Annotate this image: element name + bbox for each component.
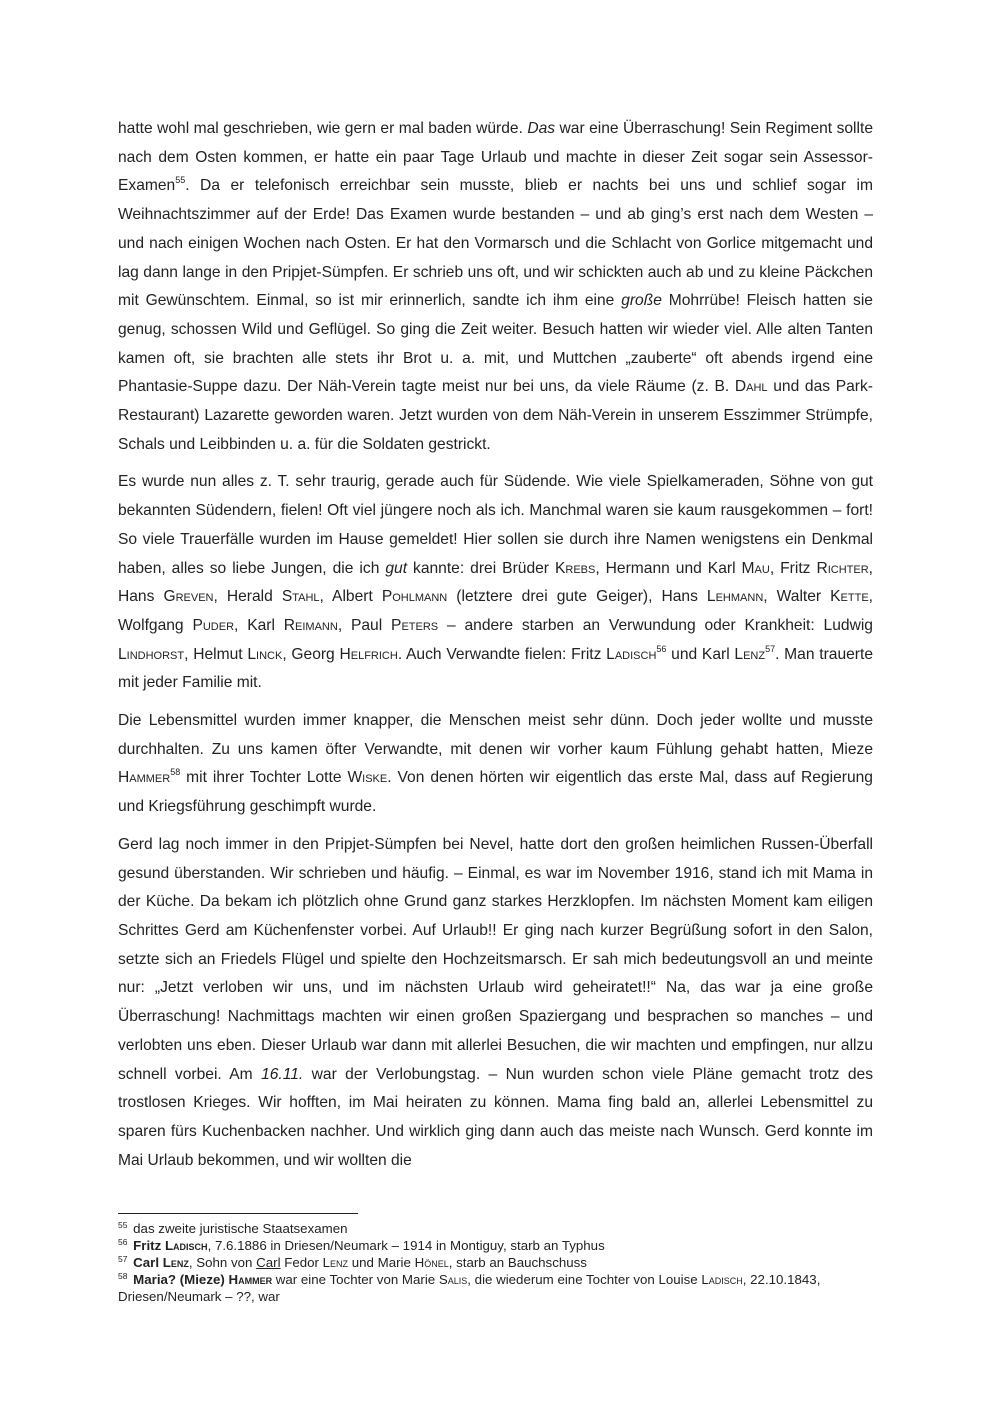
text-run: war eine Tochter von Marie [272, 1272, 439, 1287]
small-caps-name: Lenz [322, 1255, 349, 1270]
text-run: das zweite juristische Staatsexamen [129, 1221, 348, 1236]
bold-small-caps-name: Ladisch [164, 1238, 208, 1253]
text-run: . Von denen hörten wir eigentlich das erste Mal, dass auf Regierung und Kriegsführung geschimpft wurde. [118, 769, 873, 816]
text-run: , starb an Bauchschuss [448, 1255, 587, 1270]
footnote-marker: 55 [175, 175, 186, 186]
text-run: , Karl [234, 616, 284, 634]
text-run: , Fritz [769, 559, 817, 577]
small-caps-name: Lenz [734, 645, 766, 663]
text-run: , Walter [763, 588, 831, 606]
text-run: war der Verlobungstag. – Nun wurden schon viele Pläne gemacht trotz des trostlosen Krieges. Wir hofften, im Mai heiraten zu können. Mama fing bald an, allerlei Lebensmittel zu sparen fürs Kuchenbacken nachher. Und wirklich ging dann auch das meiste nach Wunsch. Gerd konnte im Mai Urlaub bekommen, und wir wollten die [118, 1065, 873, 1169]
text-run: Mohrrübe! Fleisch hatten sie genug, schossen Wild und Geflügel. So ging die Zeit weiter. Besuch hatten wir wieder viel. Alle alten Tanten kamen oft, sie brachten alle stets ihr Brot u. a. mit, und Muttchen „zauberte“ oft abends irgend eine Phantasie-Suppe dazu. Der Näh-Verein tagte meist nur bei uns, da viele Räume (z. B. [118, 292, 873, 396]
text-run: hatte wohl mal geschrieben, wie gern er mal baden würde. [118, 120, 528, 137]
small-caps-name: Kette [830, 588, 869, 606]
small-caps-name: Ladisch [606, 645, 657, 663]
small-caps-name: Reimann [283, 616, 338, 634]
text-run: mit ihrer Tochter Lotte [180, 769, 348, 787]
paragraph [118, 468, 873, 698]
small-caps-name: Pohlmann [381, 588, 448, 606]
text-run: Fedor [280, 1255, 323, 1270]
bold-text: Fritz [133, 1238, 165, 1253]
text-run: , Paul [337, 616, 392, 634]
small-caps-name: Peters [391, 616, 439, 634]
bold-text: Carl [133, 1255, 163, 1270]
footnote [118, 1254, 873, 1271]
underlined-text: Carl [256, 1255, 281, 1270]
text-run: , Hans [118, 559, 874, 606]
text-run: , Albert [319, 588, 382, 606]
footnotes [118, 1220, 873, 1305]
text-run: , die wiederum eine Tochter von Louise [467, 1272, 702, 1287]
italic-text: große [621, 292, 662, 310]
italic-text: Das [527, 120, 556, 137]
small-caps-name: Hammer [118, 769, 171, 787]
paragraph [118, 831, 873, 1175]
italic-text: 16.11. [261, 1065, 304, 1083]
small-caps-name: Wiske [347, 769, 388, 787]
footnote-marker: 57 [118, 1254, 128, 1264]
bold-small-caps-name: Hammer [228, 1272, 273, 1287]
text-run: und das Park-Restaurant) Lazarette geworden waren. Jetzt wurden von dem Näh-Verein in unserem Esszimmer Strümpfe, Schals und Leibbinden u. a. für die Soldaten gestrickt. [118, 378, 873, 453]
italic-text: gut [385, 559, 408, 577]
text-run: kannte: drei Brüder [407, 559, 555, 577]
footnote-separator [118, 1213, 358, 1214]
footnote [118, 1237, 873, 1254]
bold-text: Maria? (Mieze) [133, 1272, 229, 1287]
text-run: , 22.10.1843, Driesen/Neumark – ??, war [118, 1272, 821, 1304]
small-caps-name: Hönel [414, 1255, 449, 1270]
small-caps-name: Richter [816, 559, 869, 577]
footnote-marker: 56 [118, 1237, 128, 1247]
text-run: Es wurde nun alles z. T. sehr traurig, gerade auch für Südende. Wie viele Spielkameraden, Söhne von gut bekannten Südendern, fielen! Oft viel jüngere noch als ich. Manchmal waren sie kaum rausgekommen – fort! So viele Trauerfälle wurden im Hause gemeldet! Hier sollen sie durch ihre Namen wenigstens ein Denkmal haben, alles so liebe Jungen, die ich [118, 473, 873, 577]
footnote [118, 1220, 873, 1237]
small-caps-name: Puder [192, 616, 235, 634]
text-run: , Herald [213, 588, 282, 606]
text-run: , Georg [282, 645, 340, 663]
small-caps-name: Linck [247, 645, 283, 663]
text-run: , Helmut [184, 645, 248, 663]
text-run: (letztere drei gute Geiger), Hans [447, 588, 707, 606]
bold-small-caps-name: Lenz [162, 1255, 189, 1270]
small-caps-name: Mau [741, 559, 770, 577]
small-caps-name: Greven [163, 588, 214, 606]
small-caps-name: Lindhorst [118, 645, 185, 663]
small-caps-name: Lehmann [706, 588, 764, 606]
text-run: , Hermann und Karl [595, 559, 742, 577]
text-run: , Wolfgang [118, 588, 874, 634]
footnote-marker: 58 [118, 1271, 128, 1281]
text-run: Die Lebensmittel wurden immer knapper, die Menschen meist sehr dünn. Doch jeder wollte und musste durchhalten. Zu uns kamen öfter Verwandte, mit denen wir vorher kaum Fühlung gehabt hatten, Mieze [118, 712, 873, 758]
small-caps-name: Helfrich [339, 645, 398, 663]
text-run: . Man trauerte mit jeder Familie mit. [118, 645, 874, 692]
paragraph [118, 115, 873, 459]
footnote-marker: 58 [170, 767, 181, 778]
small-caps-name: Krebs [554, 559, 596, 577]
text-run: und Marie [348, 1255, 415, 1270]
small-caps-name: Stahl [281, 588, 320, 606]
text-run: war eine Überraschung! Sein Regiment sollte nach dem Osten kommen, er hatte ein paar Tage Urlaub und machte in dieser Zeit sogar sein Assessor-Examen [118, 120, 873, 195]
text-run: – andere starben an Verwundung oder Krankheit: Ludwig [438, 616, 873, 634]
small-caps-name: Ladisch [701, 1272, 743, 1287]
small-caps-name: Dahl [734, 378, 768, 396]
text-run: und Karl [666, 645, 735, 663]
text-run: , Sohn von [188, 1255, 257, 1270]
footnote [118, 1271, 873, 1305]
footnote-marker: 56 [656, 643, 667, 654]
small-caps-name: Salis [438, 1272, 468, 1287]
paragraph [118, 707, 873, 822]
body-text [118, 115, 873, 1184]
footnote-marker: 57 [765, 643, 776, 654]
footnote-marker: 55 [118, 1220, 128, 1230]
text-run: Gerd lag noch immer in den Pripjet-Sümpfen bei Nevel, hatte dort den großen heimlichen Russen-Überfall gesund überstanden. Wir schrieben und häufig. – Einmal, es war im November 1916, stand ich mit Mama in der Küche. Da bekam ich plötzlich ohne Grund ganz starkes Herzklopfen. Im nächsten Moment kam eiligen Schrittes Gerd am Küchenfenster vorbei. Auf Urlaub!! Er ging nach kurzer Begrüßung sofort in den Salon, setzte sich an Friedels Flügel und spielte den Hochzeitsmarsch. Er sah mich bedeutungsvoll an und meinte nur: „Jetzt verloben wir uns, und im nächsten Urlaub wird geheiratet!!“ Na, das war ja eine große Überraschung! Nachmittags machten wir einen großen Spaziergang und besprachen so manches – und verlobten uns eben. Dieser Urlaub war dann mit allerlei Besuchen, die wir machten und empfingen, nur allzu schnell vorbei. Am [118, 835, 873, 1083]
text-run: . Da er telefonisch erreichbar sein musste, blieb er nachts bei uns und schlief sogar im Weihnachtszimmer auf der Erde! Das Examen wurde bestanden – und ab ging’s erst nach dem Westen – und nach einigen Wochen nach Osten. Er hat den Vormarsch und die Schlacht von Gorlice mitgemacht und lag dann lange in den Pripjet-Sümpfen. Er schrieb uns oft, und wir schickten auch ab und zu kleine Päckchen mit Gewünschtem. Einmal, so ist mir erinnerlich, sandte ich ihm eine [118, 177, 873, 310]
text-run: , 7.6.1886 in Driesen/Neumark – 1914 in Montiguy, starb an Typhus [207, 1238, 605, 1253]
text-run: . Auch Verwandte fielen: Fritz [397, 645, 607, 663]
